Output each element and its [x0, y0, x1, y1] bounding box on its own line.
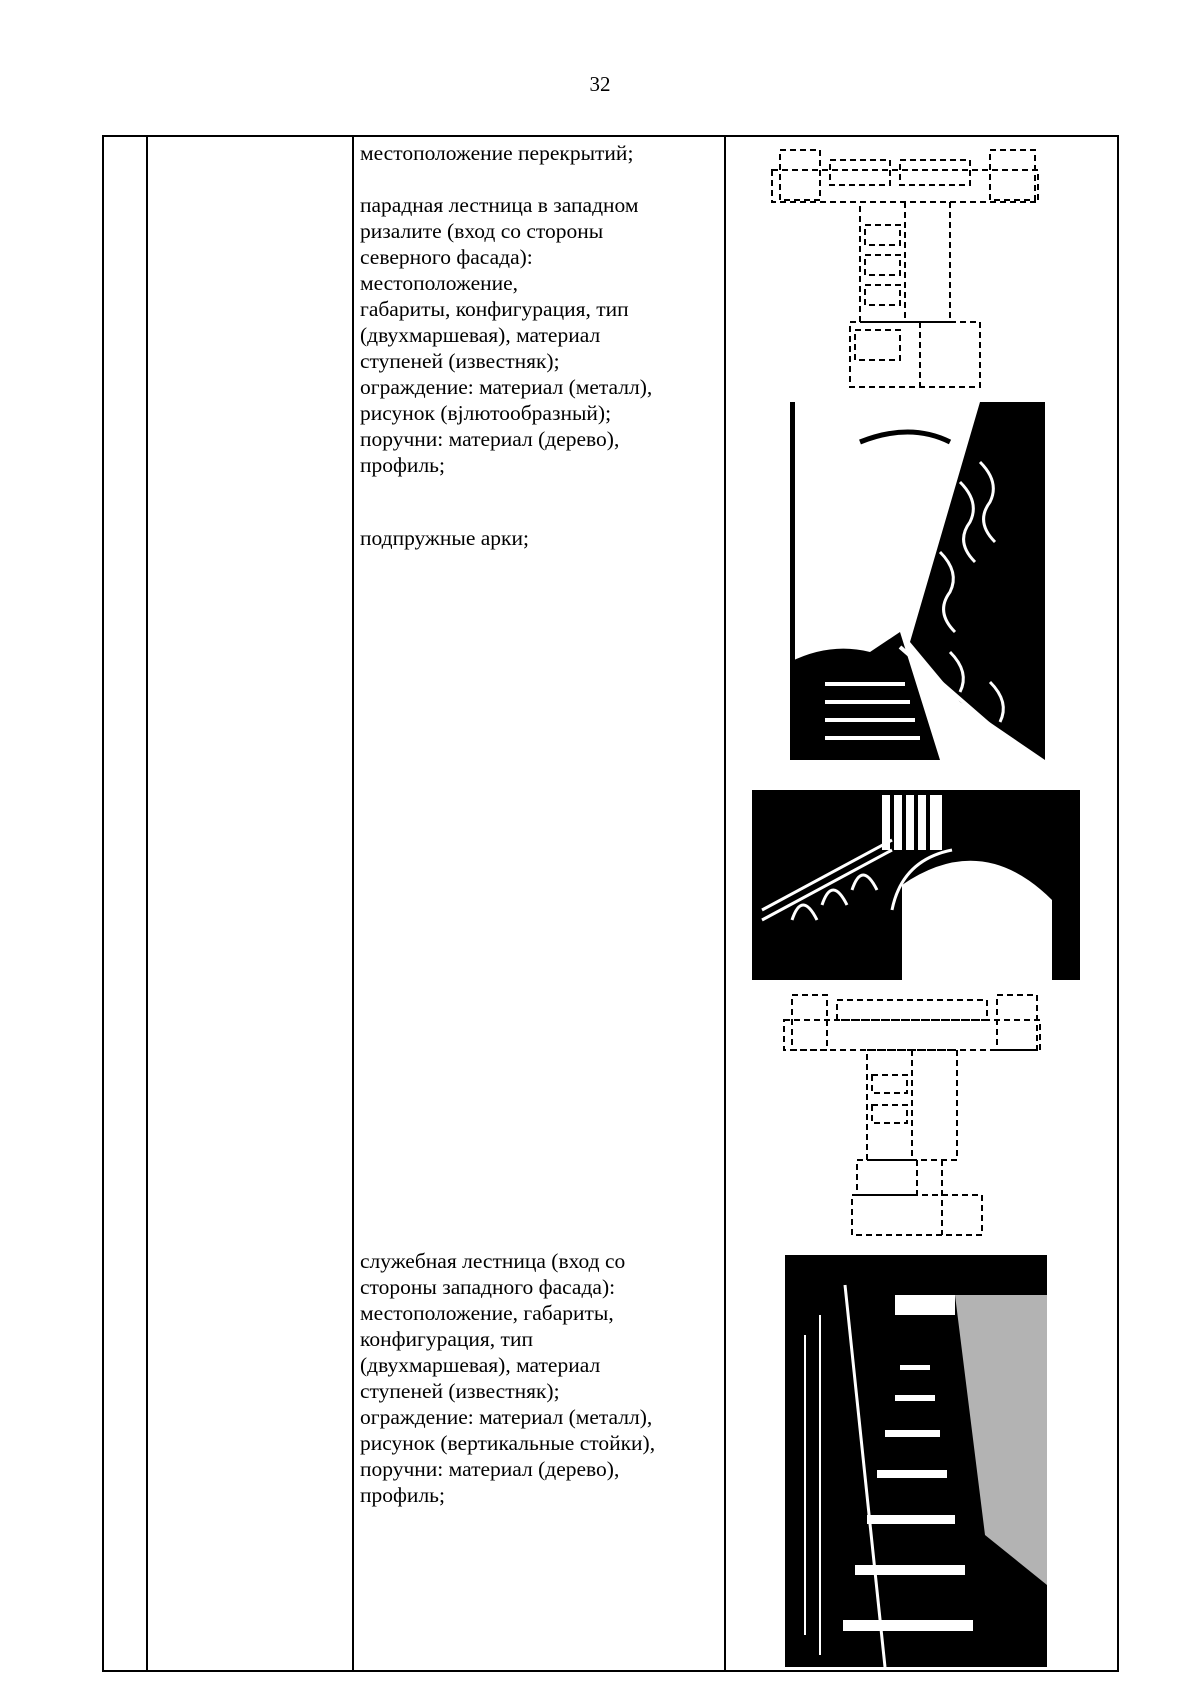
text-line: парадная лестница в западном: [360, 193, 639, 217]
text-line: рисунок (вjлютообразный);: [360, 401, 612, 425]
floor-plan-icon: [770, 145, 1040, 390]
text-line: (двухмаршевая), материал: [360, 1353, 601, 1377]
text-line: конфигурация, тип: [360, 1327, 533, 1351]
text-block-service-staircase: [360, 1248, 715, 1508]
text-line: ступеней (известняк);: [360, 1379, 560, 1403]
text-line: местоположение, габариты,: [360, 1301, 614, 1325]
text-block-floors: [360, 140, 715, 166]
text-line: северного фасада):: [360, 245, 533, 269]
text-line: служебная лестница (вход со: [360, 1249, 626, 1273]
text-line: ограждение: материал (металл),: [360, 375, 653, 399]
text-line: стороны западного фасада):: [360, 1275, 616, 1299]
text-block-arches: [360, 525, 715, 551]
text-line: подпружные арки;: [360, 526, 529, 550]
table-column-divider-2: [352, 137, 354, 1670]
floor-plan-icon: [782, 990, 1042, 1238]
text-block-main-staircase: [360, 192, 715, 478]
text-line: местоположение перекрытий;: [360, 141, 634, 165]
table-column-divider-1: [146, 137, 148, 1670]
text-line: рисунок (вертикальные стойки),: [360, 1431, 656, 1455]
text-line: (двухмаршевая), материал: [360, 323, 601, 347]
text-line: ограждение: материал (металл),: [360, 1405, 653, 1429]
text-line: поручни: материал (дерево),: [360, 1457, 620, 1481]
table-column-divider-3: [724, 137, 726, 1670]
arch-photo-icon: [752, 790, 1080, 980]
text-line: местоположение,: [360, 271, 519, 295]
text-line: ступеней (известняк);: [360, 349, 560, 373]
text-line: ризалите (вход со стороны: [360, 219, 604, 243]
staircase-photo-icon: [790, 402, 1045, 760]
text-line: поручни: материал (дерево),: [360, 427, 620, 451]
text-line: габариты, конфигурация, тип: [360, 297, 629, 321]
page-number: 32: [589, 72, 611, 96]
staircase-photo-icon: [785, 1255, 1047, 1667]
text-line: профиль;: [360, 453, 445, 477]
text-line: профиль;: [360, 1483, 445, 1507]
